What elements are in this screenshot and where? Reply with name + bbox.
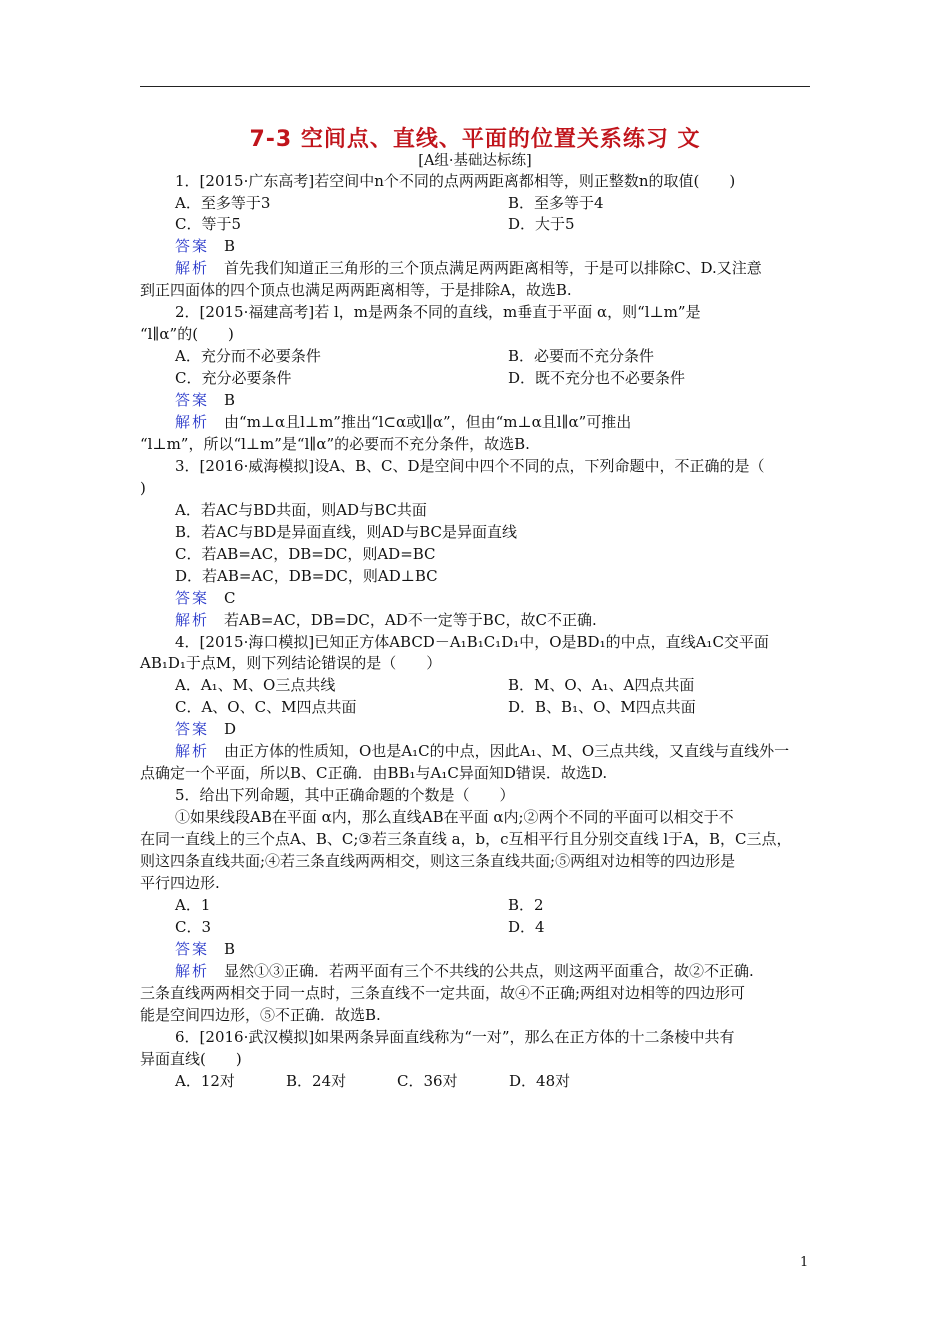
q5-stem-line-3: 在同一直线上的三个点A、B、C;③若三条直线 a，b，c互相平行且分别交直线 l于A，B，C三点， [140,830,792,848]
q4-option-c: C．A、O、C、M四点共面 [175,698,357,716]
q2-analysis-line-2: “l⊥m”，所以“l⊥m”是“l∥α”的必要而不充分条件，故选B. [140,435,530,453]
q3-analysis-text-1: 若AB=AC，DB=DC，AD不一定等于BC，故C不正确. [224,611,597,629]
analysis-label: 解析 [175,611,210,629]
q4-analysis-text-1: 由正方体的性质知，O也是A₁C的中点，因此A₁、M、O三点共线，又直线与直线外一 [224,742,790,760]
analysis-label: 解析 [175,259,210,277]
q1-option-d: D．大于5 [508,215,575,233]
q6-option-a: A．12对 [175,1072,235,1090]
q5-analysis-line-3: 能是空间四边形，⑤不正确．故选B. [140,1006,381,1024]
page-number: 1 [800,1255,809,1270]
q3-stem-line-2: ) [140,479,146,497]
q4-analysis-line-2: 点确定一个平面，所以B、C正确．由BB₁与A₁C异面知D错误．故选D. [140,764,608,782]
q2-analysis-line-1 [175,411,847,433]
q5-option-c: C．3 [175,918,212,936]
q5-stem-line-5: 平行四边形. [140,874,220,892]
q5-stem-line-4: 则这四条直线共面;④若三条直线两两相交，则这三条直线共面;⑤两组对边相等的四边形是 [140,852,736,870]
q3-answer [175,587,847,609]
page-title: 7-3 空间点、直线、平面的位置关系练习 文 [249,127,701,152]
q4-analysis-line-1 [175,740,847,762]
answer-label: 答案 [175,720,210,738]
q1-analysis-text-1: 首先我们知道正三角形的三个顶点满足两两距离相等，于是可以排除C、D.又注意 [224,259,762,277]
q3-answer-value: C [224,589,236,607]
q6-option-b: B．24对 [286,1072,347,1090]
q3-analysis-line-1 [175,609,847,631]
q1-answer [175,235,847,257]
q5-analysis-line-1 [175,960,847,982]
q4-option-a: A．A₁、M、O三点共线 [175,676,336,694]
q2-stem-line-2: “l∥α”的( ) [140,325,234,343]
q5-analysis-text-1: 显然①③正确．若两平面有三个不共线的公共点，则这两平面重合，故②不正确. [224,962,754,980]
q1-option-a: A．至多等于3 [175,194,271,212]
answer-label: 答案 [175,391,210,409]
analysis-label: 解析 [175,962,210,980]
q3-option-c: C．若AB=AC，DB=DC，则AD=BC [175,545,436,563]
q1-analysis-line-1 [175,257,847,279]
analysis-label: 解析 [175,413,210,431]
q4-answer-value: D [224,720,237,738]
q5-option-d: D．4 [508,918,545,936]
q3-option-d: D．若AB=AC，DB=DC，则AD⊥BC [175,567,438,585]
q5-analysis-line-2: 三条直线两两相交于同一点时，三条直线不一定共面，故④不正确;两组对边相等的四边形可 [140,984,746,1002]
q2-option-b: B．必要而不充分条件 [508,347,655,365]
q5-answer [175,938,847,960]
q2-answer-value: B [224,391,236,409]
answer-label: 答案 [175,237,210,255]
header-rule [140,86,810,87]
q3-stem-line-1: 3．[2016·威海模拟]设A、B、C、D是空间中四个不同的点，下列命题中，不正确的是（ [175,457,765,475]
answer-label: 答案 [175,589,210,607]
q2-analysis-text-1: 由“m⊥α且l⊥m”推出“l⊂α或l∥α”，但由“m⊥α且l∥α”可推出 [224,413,632,431]
q5-stem-line-1: 5．给出下列命题，其中正确命题的个数是（ ） [175,786,515,804]
q4-answer [175,718,847,740]
q1-stem: 1．[2015·广东高考]若空间中n个不同的点两两距离都相等，则正整数n的取值( ) [175,172,736,190]
q5-answer-value: B [224,940,236,958]
q6-option-c: C．36对 [397,1072,458,1090]
analysis-label: 解析 [175,742,210,760]
q4-stem-line-1: 4．[2015·海口模拟]已知正方体ABCD－A₁B₁C₁D₁中，O是BD₁的中点，直线A₁C交平面 [175,633,769,651]
q2-option-a: A．充分而不必要条件 [175,347,321,365]
section-heading: [A组·基础达标练] [418,153,532,169]
q6-option-d: D．48对 [509,1072,571,1090]
q5-option-b: B．2 [508,896,544,914]
q4-option-b: B．M、O、A₁、A四点共面 [508,676,695,694]
q5-stem-line-2: ①如果线段AB在平面 α内，那么直线AB在平面 α内;②两个不同的平面可以相交于不 [175,808,734,826]
q4-stem-line-2: AB₁D₁于点M，则下列结论错误的是（ ） [140,654,442,672]
q5-option-a: A．1 [175,896,211,914]
q1-analysis-line-2: 到正四面体的四个顶点也满足两两距离相等，于是排除A，故选B. [140,281,572,299]
q1-answer-value: B [224,237,236,255]
q2-option-c: C．充分必要条件 [175,369,292,387]
q3-option-b: B．若AC与BD是异面直线，则AD与BC是异面直线 [175,523,518,541]
q2-stem-line-1: 2．[2015·福建高考]若 l，m是两条不同的直线，m垂直于平面 α，则“l⊥m”是 [175,303,701,321]
q4-option-d: D．B、B₁、O、M四点共面 [508,698,696,716]
q6-stem-line-1: 6．[2016·武汉模拟]如果两条异面直线称为“一对”，那么在正方体的十二条棱中共有 [175,1028,735,1046]
q3-option-a: A．若AC与BD共面，则AD与BC共面 [175,501,427,519]
answer-label: 答案 [175,940,210,958]
q2-option-d: D．既不充分也不必要条件 [508,369,686,387]
q1-option-b: B．至多等于4 [508,194,604,212]
q1-option-c: C．等于5 [175,215,242,233]
q2-answer [175,389,847,411]
q6-stem-line-2: 异面直线( ) [140,1050,242,1068]
